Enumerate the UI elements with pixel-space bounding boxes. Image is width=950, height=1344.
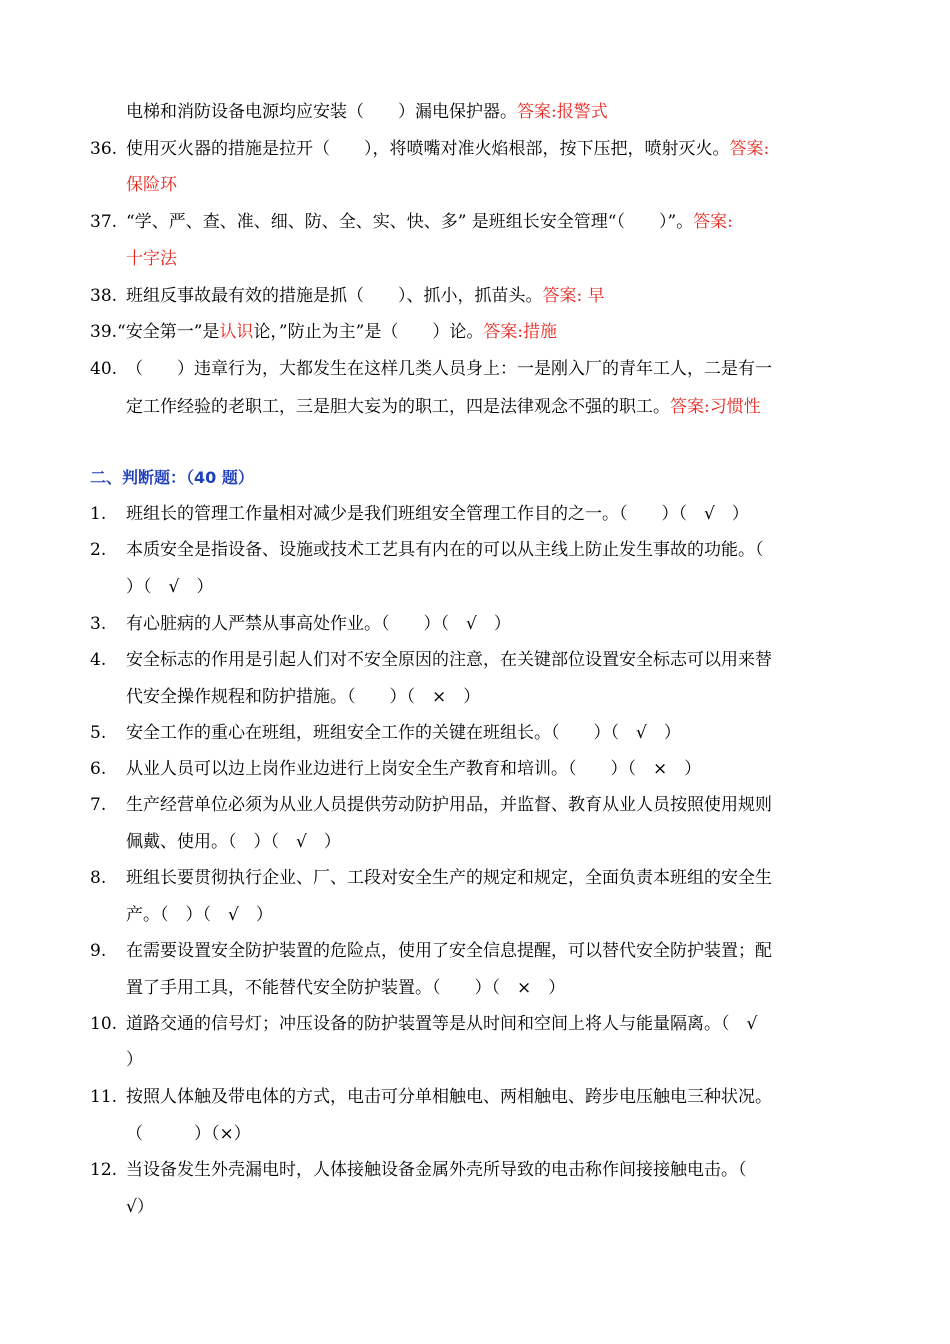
- item-number: 4.: [90, 650, 107, 670]
- item-text: 本质安全是指设备、设施或技术工艺具有内在的可以从主线上防止发生事故的功能。（: [126, 540, 764, 560]
- item-text: 在需要设置安全防护装置的危险点，使用了安全信息提醒，可以替代安全防护装置；配: [126, 941, 772, 961]
- judgement-first-line: [90, 649, 772, 671]
- question-36-answer: 保险环: [126, 175, 177, 195]
- question-39: [90, 321, 557, 343]
- question-37-answer: 十字法: [126, 249, 177, 269]
- question-text: “学、严、查、准、细、防、全、实、快、多” 是班组长安全管理“（ ）”。: [126, 212, 694, 232]
- question-36: [90, 138, 770, 160]
- question-number: 39.: [90, 322, 118, 342]
- question-text: 论，”防止为主”是（ ）论。: [253, 322, 484, 342]
- question-37: [90, 211, 733, 233]
- answer-label: 答案:: [729, 139, 770, 159]
- judgement-first-line: [90, 722, 681, 744]
- answer-text: 答案:报警式: [517, 102, 608, 122]
- item-text: 当设备发生外壳漏电时，人体接触设备金属外壳所导致的电击称作间接接触电击。（: [126, 1160, 747, 1180]
- judgement-first-line: [90, 940, 772, 962]
- item-text: 安全工作的重心在班组，班组安全工作的关键在班组长。（ ）（ √ ）: [126, 723, 681, 743]
- judgement-continuation-line: 代安全操作规程和防护措施。（ ）（ × ）: [126, 687, 481, 707]
- item-number: 12.: [90, 1160, 118, 1180]
- question-text: 电梯和消防设备电源均应安装（ ）漏电保护器。: [126, 102, 517, 122]
- question-number: 38.: [90, 286, 118, 306]
- item-number: 11.: [90, 1087, 118, 1107]
- judgement-first-line: [90, 503, 749, 525]
- item-text: 按照人体触及带电体的方式，电击可分单相触电、两相触电、跨步电压触电三种状况。: [126, 1087, 772, 1107]
- answer-text: 答案:措施: [483, 322, 558, 342]
- question-text: 定工作经验的老职工，三是胆大妄为的职工，四是法律观念不强的职工。: [126, 397, 670, 417]
- item-text: 班组长要贯彻执行企业、厂、工段对安全生产的规定和规定，全面负责本班组的安全生: [126, 868, 772, 888]
- question-number: 37.: [90, 212, 118, 232]
- judgement-continuation-line: √）: [126, 1197, 154, 1217]
- item-number: 10.: [90, 1014, 118, 1034]
- question-35-continued: [126, 101, 608, 123]
- item-number: 3.: [90, 614, 107, 634]
- judgement-continuation-line: 产。（ ）（ √ ）: [126, 905, 273, 925]
- answer-text: 答案:习惯性: [670, 397, 761, 417]
- question-number: 36.: [90, 139, 118, 159]
- judgement-first-line: [90, 867, 772, 889]
- judgement-first-line: [90, 539, 764, 561]
- item-number: 9.: [90, 941, 107, 961]
- question-number: 40.: [90, 359, 118, 379]
- item-text: 道路交通的信号灯；冲压设备的防护装置等是从时间和空间上将人与能量隔离。（ √: [126, 1014, 758, 1034]
- answer-label: 答案:: [693, 212, 733, 232]
- item-number: 7.: [90, 795, 107, 815]
- judgement-continuation-line: ）: [126, 1050, 143, 1070]
- judgement-first-line: [90, 1086, 772, 1108]
- question-38: [90, 285, 605, 307]
- judgement-continuation-line: （ ）（×）: [126, 1124, 251, 1144]
- item-text: 班组长的管理工作量相对减少是我们班组安全管理工作目的之一。（ ）（ √ ）: [126, 504, 749, 524]
- item-number: 5.: [90, 723, 107, 743]
- question-text: “安全第一”是: [117, 322, 220, 342]
- judgement-first-line: [90, 1013, 758, 1035]
- judgement-continuation-line: 置了手用工具，不能替代安全防护装置。（ ）（ × ）: [126, 978, 566, 998]
- section-heading: 二、判断题：（40 题）: [90, 468, 254, 487]
- item-number: 1.: [90, 504, 107, 524]
- highlighted-word: 认识: [219, 322, 254, 342]
- answer-text: 答案: 早: [542, 286, 605, 306]
- item-text: 安全标志的作用是引起人们对不安全原因的注意，在关键部位设置安全标志可以用来替: [126, 650, 772, 670]
- question-text-wrap: [126, 211, 733, 233]
- question-text: 使用灭火器的措施是拉开（ ），将喷嘴对准火焰根部，按下压把，喷射灭火。: [126, 139, 730, 159]
- question-text: 班组反事故最有效的措施是抓（ ）、抓小，抓苗头。: [126, 286, 543, 306]
- item-text: 生产经营单位必须为从业人员提供劳动防护用品，并监督、教育从业人员按照使用规则: [126, 795, 772, 815]
- item-number: 6.: [90, 759, 107, 779]
- item-number: 8.: [90, 868, 107, 888]
- question-text-wrap: [126, 285, 605, 307]
- question-40-line2: [126, 396, 761, 418]
- question-text-wrap: [126, 138, 769, 160]
- question-40: [90, 358, 772, 380]
- question-text: （ ）违章行为，大都发生在这样几类人员身上：一是刚入厂的青年工人，二是有一: [126, 359, 772, 379]
- judgement-first-line: [90, 794, 772, 816]
- item-text: 有心脏病的人严禁从事高处作业。（ ）（ √ ）: [126, 614, 511, 634]
- judgement-continuation-line: ）（ √ ）: [126, 577, 214, 597]
- judgement-first-line: [90, 758, 702, 780]
- judgement-first-line: [90, 613, 511, 635]
- item-number: 2.: [90, 540, 107, 560]
- judgement-first-line: [90, 1159, 747, 1181]
- judgement-continuation-line: 佩戴、使用。（ ）（ √ ）: [126, 832, 341, 852]
- item-text: 从业人员可以边上岗作业边进行上岗安全生产教育和培训。（ ）（ × ）: [126, 759, 702, 779]
